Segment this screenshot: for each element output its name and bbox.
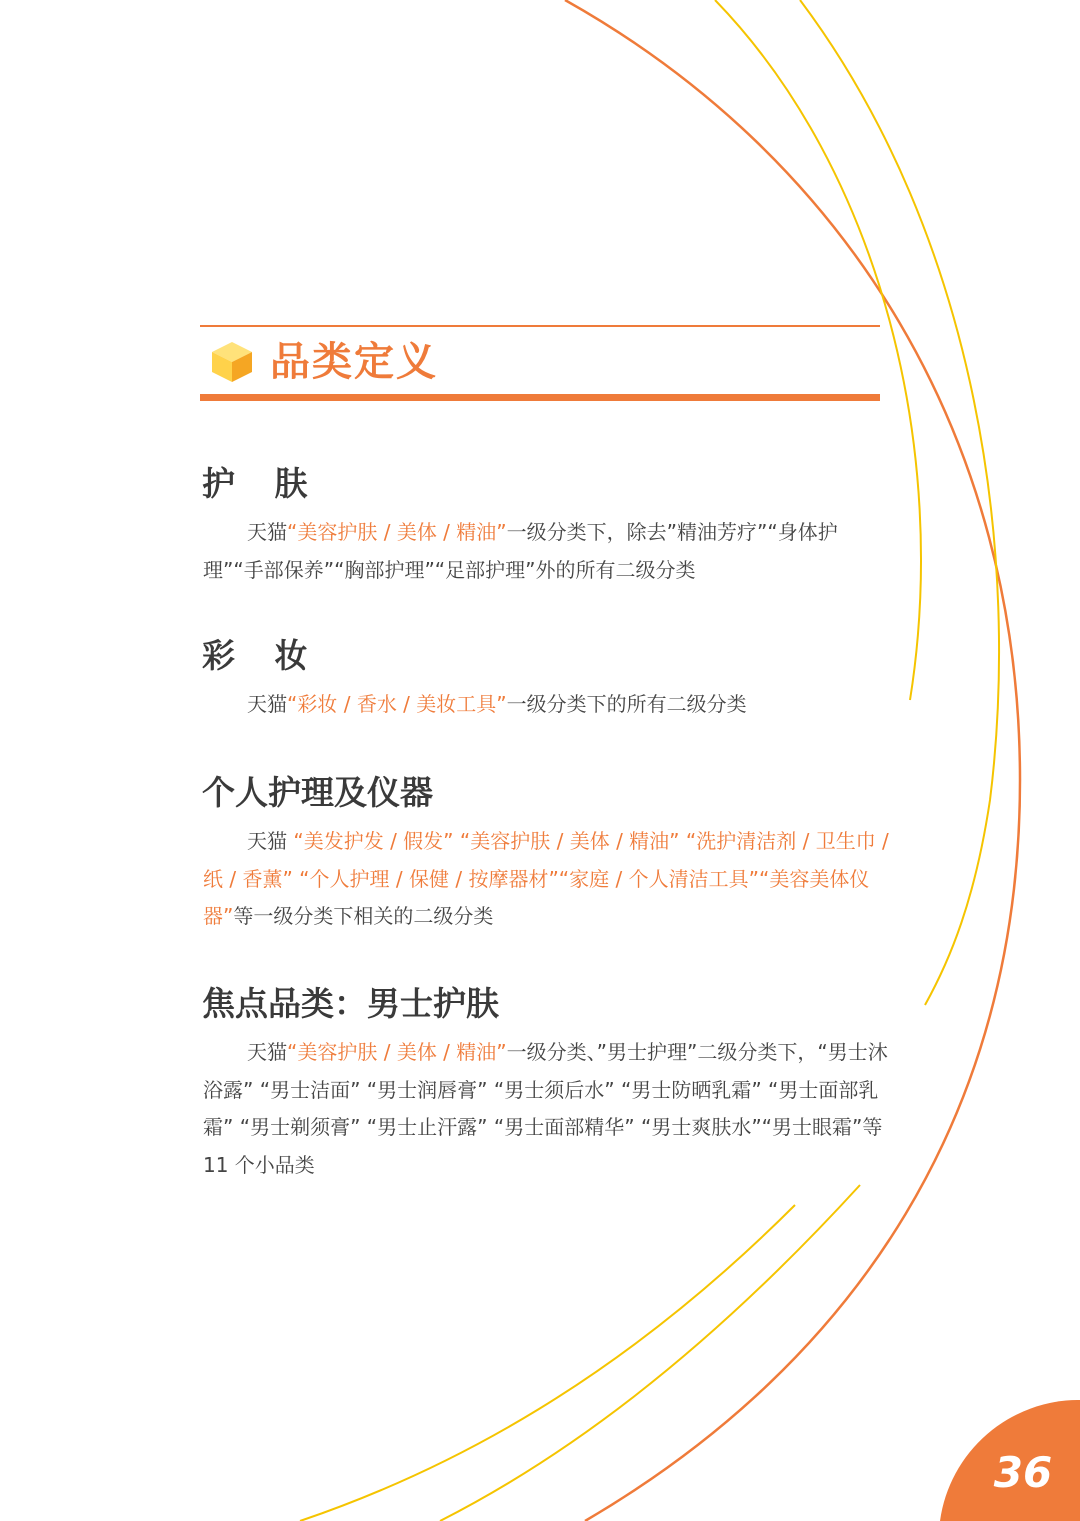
page-number: 36 [993, 1448, 1053, 1497]
section-body-mens-skincare [203, 1034, 898, 1184]
body-text: 天猫 [247, 829, 294, 853]
body-text: 一级分类、”男士护理”二级分类下，“男士沐浴露” “男士洁面” “男士润唇膏” “男士须后水” “男士防晒乳霜” “男士面部乳霜” “男士剃须膏” “男士止汗露” “男士面部精华” “男士爽肤水”“男士眼霜”等 11 个小品类 [203, 1040, 888, 1177]
header-rule-bottom [200, 394, 880, 401]
body-text: 等一级分类下相关的二级分类 [233, 904, 494, 928]
category-highlight: “彩妆 / 香水 / 美妆工具” [287, 692, 507, 716]
category-highlight: “美容护肤 / 美体 / 精油” [287, 1040, 507, 1064]
section-heading-personal-care: 个人护理及仪器 [202, 773, 433, 812]
section-heading-makeup: 彩 妆 [202, 636, 322, 675]
header-rule-top [200, 325, 880, 327]
body-text: 一级分类下，除去”精油芳疗”“身体护理”“手部保养”“胸部护理”“足部护理”外的所有二级分类 [203, 520, 838, 582]
arc-orange [565, 0, 1020, 1521]
body-text: 天猫 [247, 520, 287, 544]
body-text: 天猫 [247, 1040, 287, 1064]
category-highlight: “美发护发 / 假发” “美容护肤 / 美体 / 精油” “洗护清洁剂 / 卫生巾 / 纸 / 香薰” “个人护理 / 保健 / 按摩器材”“家庭 / 个人清洁工具”“美容美体仪器” [203, 829, 889, 928]
arc-yellow-lower-2 [440, 1185, 860, 1521]
category-highlight: “美容护肤 / 美体 / 精油” [287, 520, 507, 544]
arc-yellow-lower-1 [300, 1205, 795, 1521]
body-text: 一级分类下的所有二级分类 [506, 692, 747, 716]
section-heading-mens-skincare: 焦点品类：男士护肤 [202, 984, 499, 1023]
page-title: 品类定义 [270, 339, 438, 385]
body-text: 天猫 [247, 692, 287, 716]
section-body-makeup [203, 686, 898, 724]
section-heading-skincare: 护 肤 [202, 464, 322, 503]
arc-yellow-inner [715, 0, 921, 700]
section-body-personal-care [203, 823, 898, 936]
section-body-skincare [203, 514, 898, 589]
cube-icon [210, 340, 254, 384]
